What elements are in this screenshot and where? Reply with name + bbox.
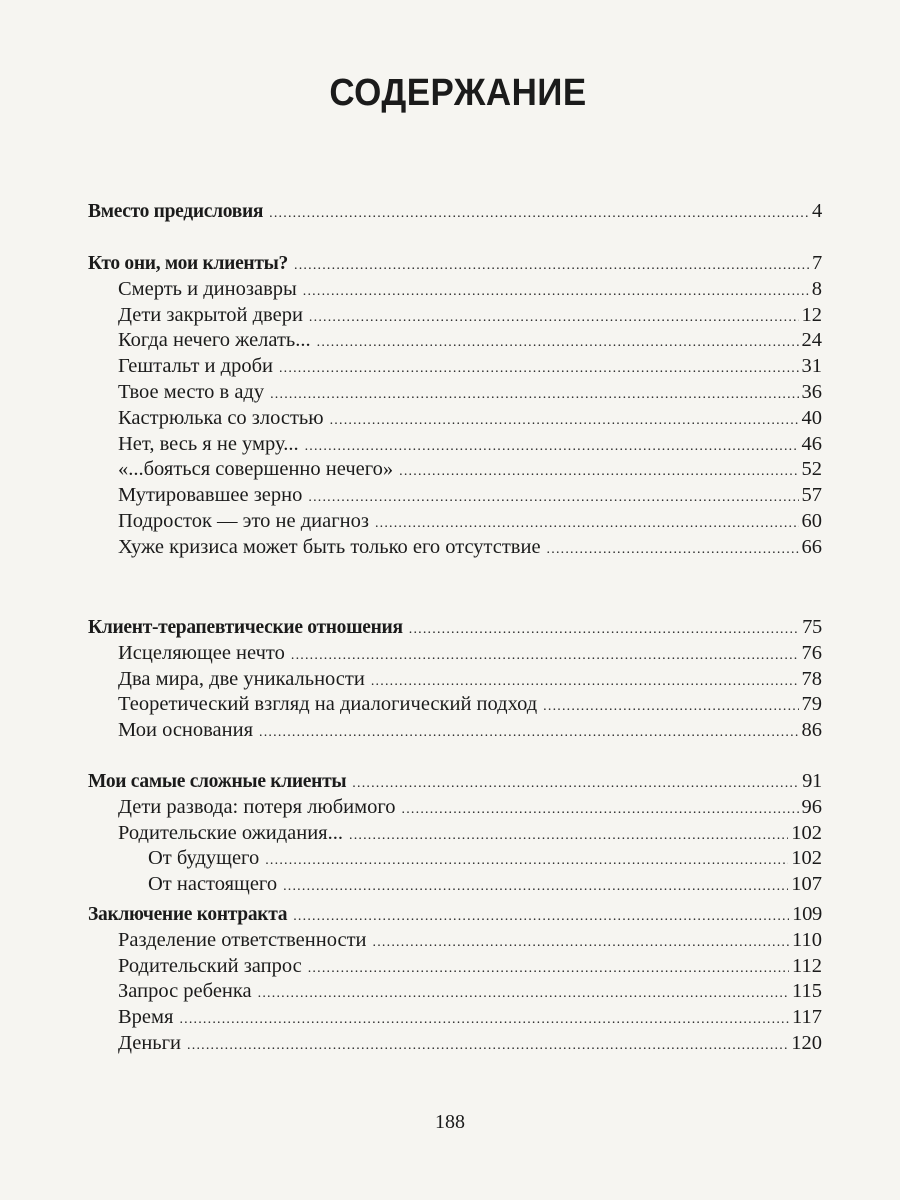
toc-chapter-entry: [88, 251, 822, 277]
dot-leader: [402, 797, 799, 823]
toc-entry-title: Когда нечего желать...: [118, 329, 311, 352]
toc-entry-page: 60: [801, 509, 822, 532]
toc-entry-page: 66: [801, 535, 822, 558]
dot-leader: [291, 643, 799, 669]
toc-entry-title: Запрос ребенка: [118, 980, 252, 1003]
toc-entry-page: 46: [801, 432, 822, 455]
toc-subentry: [88, 667, 822, 693]
toc-entry-page: 52: [801, 458, 822, 481]
toc-entry-page: 76: [801, 641, 822, 664]
toc-entry-page: 78: [801, 667, 822, 690]
toc-entry-page: 120: [791, 1031, 822, 1054]
toc-entry-page: 79: [801, 693, 822, 716]
dot-leader: [308, 485, 798, 511]
toc-entry-page: 12: [801, 303, 822, 326]
toc-entry-title: Исцеляющее нечто: [118, 641, 285, 664]
toc-subentry: [88, 483, 822, 509]
toc-subentry: [88, 846, 822, 872]
toc-entry-page: 57: [801, 484, 822, 507]
toc-entry-title: Время: [118, 1006, 174, 1029]
dot-leader: [373, 930, 789, 956]
toc-entry-page: 91: [802, 770, 822, 792]
toc-entry-page: 96: [801, 795, 822, 818]
toc-entry-title: Нет, весь я не умру...: [118, 432, 299, 455]
dot-leader: [269, 201, 809, 227]
toc-chapter-entry: [88, 199, 822, 225]
dot-leader: [270, 382, 798, 408]
toc-entry-page: 110: [792, 928, 822, 951]
toc-entry-title: Теоретический взгляд на диалогический подход: [118, 693, 538, 716]
toc-entry-page: 102: [791, 847, 822, 870]
toc-entry-title: Дети закрытой двери: [118, 303, 303, 326]
toc-entry-page: 115: [792, 980, 822, 1003]
toc-section: [88, 251, 822, 561]
toc-entry-title: Два мира, две уникальности: [118, 667, 365, 690]
toc-entry-title: От настоящего: [148, 873, 278, 896]
page-title: СОДЕРЖАНИЕ: [329, 72, 587, 114]
dot-leader: [371, 669, 799, 695]
toc-section: [88, 615, 822, 744]
toc-subentry: [88, 303, 822, 329]
toc-section: [88, 199, 822, 225]
toc-subentry: [88, 718, 822, 744]
dot-leader: [305, 434, 799, 460]
toc-subentry: [88, 821, 822, 847]
toc-entry-title: Гештальт и дроби: [118, 355, 273, 378]
toc-entry-title: Клиент-терапевтические отношения: [88, 617, 403, 638]
toc-entry-page: 109: [792, 903, 822, 925]
toc-subentry: [88, 979, 822, 1005]
toc-entry-page: 24: [801, 329, 822, 352]
dot-leader: [293, 904, 789, 930]
toc-section: [88, 769, 822, 898]
dot-leader: [303, 279, 809, 305]
toc-entry-title: Родительские ожидания...: [118, 821, 343, 844]
toc-entry-title: Мои самые сложные клиенты: [88, 771, 347, 792]
toc-entry-title: «...бояться совершенно нечего»: [118, 458, 394, 481]
dot-leader: [308, 956, 789, 982]
toc-entry-page: 7: [812, 252, 822, 274]
toc-entry-page: 86: [801, 719, 822, 742]
toc-entry-page: 117: [792, 1006, 822, 1029]
dot-leader: [317, 330, 799, 356]
toc-subentry: [88, 872, 822, 898]
toc-entry-title: Мутировавшее зерно: [118, 484, 303, 507]
dot-leader: [399, 459, 798, 485]
dot-leader: [265, 848, 788, 874]
toc-entry-page: 112: [792, 954, 822, 977]
toc-subentry: [88, 1031, 822, 1057]
toc-entry-title: Мои основания: [118, 719, 254, 742]
toc-subentry: [88, 380, 822, 406]
toc-entry-title: Смерть и динозавры: [118, 277, 297, 300]
dot-leader: [352, 771, 799, 797]
toc-chapter-entry: [88, 902, 822, 928]
dot-leader: [309, 305, 799, 331]
dot-leader: [547, 537, 799, 563]
toc-entry-page: 31: [801, 355, 822, 378]
toc-entry-title: От будущего: [148, 847, 260, 870]
toc-subentry: [88, 928, 822, 954]
toc-entry-title: Хуже кризиса может быть только его отсутствие: [118, 535, 541, 558]
toc-chapter-entry: [88, 769, 822, 795]
toc-entry-title: Родительский запрос: [118, 954, 302, 977]
toc-chapter-entry: [88, 615, 822, 641]
toc-entry-title: Разделение ответственности: [118, 928, 367, 951]
dot-leader: [330, 408, 799, 434]
toc-subentry: [88, 954, 822, 980]
toc-entry-title: Твое место в аду: [118, 380, 265, 403]
toc-subentry: [88, 641, 822, 667]
toc-subentry: [88, 692, 822, 718]
toc-entry-title: Кастрюлька со злостью: [118, 406, 324, 429]
dot-leader: [179, 1007, 789, 1033]
dot-leader: [543, 694, 798, 720]
dot-leader: [259, 720, 798, 746]
dot-leader: [375, 511, 799, 537]
toc-entry-title: Деньги: [118, 1031, 182, 1054]
toc-entry-title: Дети развода: потеря любимого: [118, 795, 396, 818]
toc-subentry: [88, 354, 822, 380]
toc-entry-page: 8: [811, 277, 822, 300]
dot-leader: [409, 617, 799, 643]
toc-subentry: [88, 432, 822, 458]
toc-subentry: [88, 277, 822, 303]
dot-leader: [349, 823, 788, 849]
toc-entry-page: 36: [801, 380, 822, 403]
toc-subentry: [88, 1005, 822, 1031]
dot-leader: [294, 253, 809, 279]
toc-entry-title: Вместо предисловия: [88, 201, 264, 222]
dot-leader: [258, 981, 789, 1007]
toc-entry-page: 4: [812, 200, 822, 222]
toc-entry-title: Подросток — это не диагноз: [118, 509, 369, 532]
toc-entry-title: Кто они, мои клиенты?: [88, 253, 289, 274]
toc-entry-title: Заключение контракта: [88, 904, 288, 925]
toc-subentry: [88, 535, 822, 561]
toc-entry-page: 75: [802, 616, 822, 638]
toc-section: [88, 902, 822, 1057]
dot-leader: [279, 356, 799, 382]
toc-entry-page: 102: [791, 821, 822, 844]
toc-subentry: [88, 457, 822, 483]
toc-subentry: [88, 795, 822, 821]
toc-entry-page: 107: [791, 873, 822, 896]
toc-entry-page: 40: [801, 406, 822, 429]
toc-subentry: [88, 328, 822, 354]
toc-subentry: [88, 509, 822, 535]
toc-subentry: [88, 406, 822, 432]
page-number: 188: [435, 1111, 465, 1133]
dot-leader: [283, 874, 788, 900]
dot-leader: [187, 1033, 788, 1059]
